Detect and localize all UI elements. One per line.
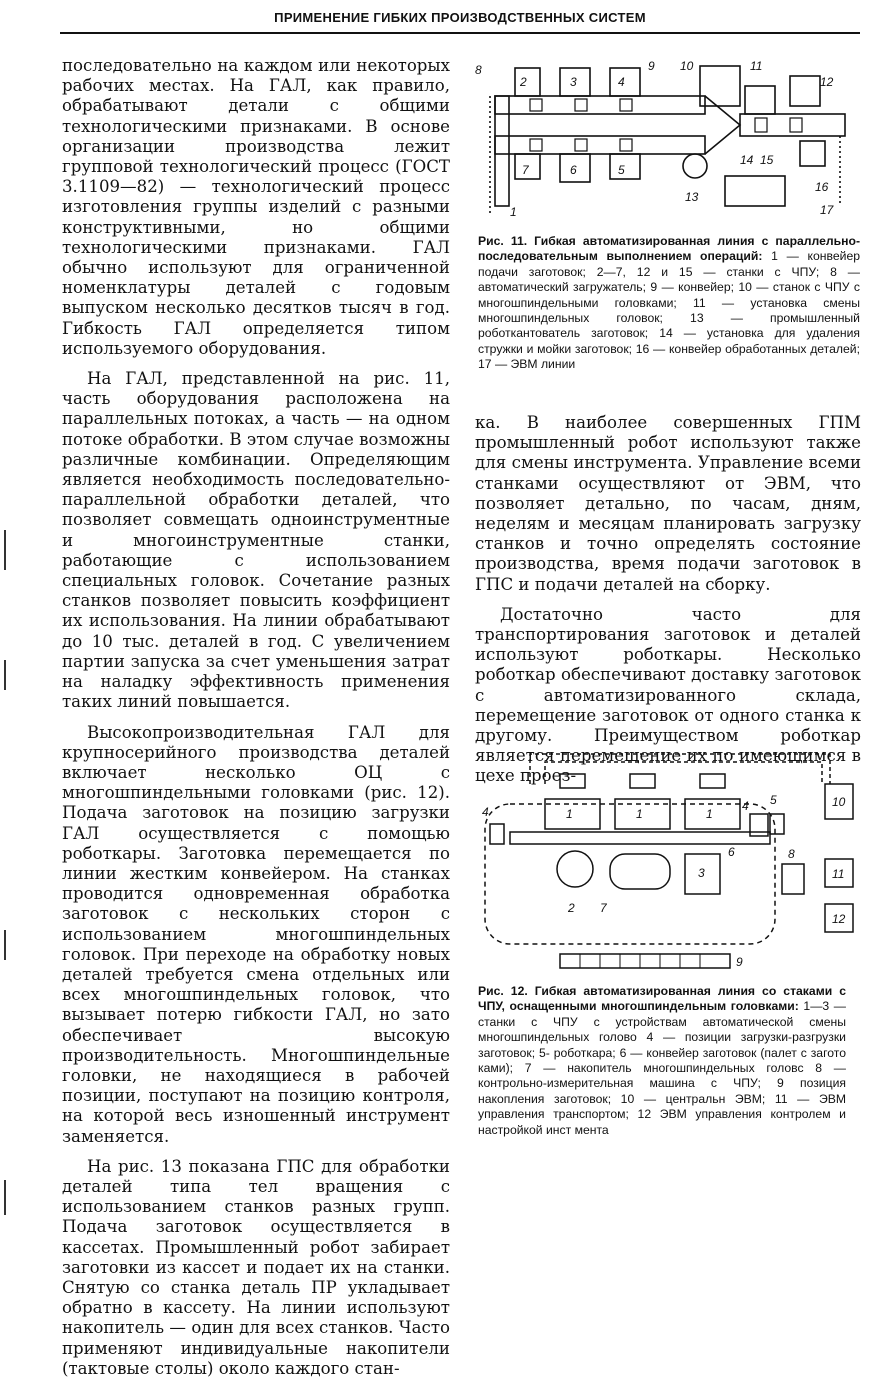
fig12-label: 12 [832, 912, 846, 926]
control-bus [530, 754, 830, 784]
machine-5 [610, 154, 640, 179]
controller [700, 774, 725, 788]
single-conveyor [740, 114, 845, 136]
machine-11 [745, 86, 775, 114]
fig12-label: 10 [832, 795, 846, 809]
header-rule [60, 32, 860, 34]
computer-17 [725, 176, 785, 206]
cmm-8 [782, 864, 804, 894]
fig11-label: 13 [685, 190, 699, 204]
fig11-label: 1 [510, 205, 517, 219]
scan-margin-mark [4, 930, 6, 960]
fig11-label: 3 [570, 75, 577, 89]
fig12-label: 11 [832, 867, 845, 881]
fig12-label: 8 [788, 847, 795, 861]
machine-4 [610, 68, 640, 96]
merge-conveyor [705, 96, 740, 154]
load-position-4 [490, 824, 504, 844]
machine-2 [515, 68, 540, 96]
fig12-label: 4 [482, 805, 489, 819]
fig11-label: 2 [520, 75, 527, 89]
paragraph: ка. В наиболее совершенных ГПМ промышленный робот используют также для смены инструмента. Управление всеми станками осуществляют от ЭВМ, что позволяет детально, по часам, дням, неделям и месяцам планировать загрузку станков и точно определять состояние производства, время подачи заготовок в ГПС и подачи деталей на сборку. [475, 413, 861, 594]
fig11-label: 17 [820, 203, 834, 217]
fig12-label: 5 [770, 793, 777, 807]
fig11-label: 5 [618, 163, 625, 177]
paragraph: Достаточно часто для транспортирования заготовок и деталей используют роботкары. Несколько роботкар обеспечивают доставку заготовок с автоматизированного склада, перемещение заготовок от одного станка к другому. Преимуществом роботкар является перемещение их по имеющимся в цехе проез- [475, 604, 861, 786]
fig12-label: 9 [736, 955, 743, 969]
fig11-label: 12 [820, 75, 834, 89]
pallet-conveyor [510, 832, 770, 844]
head-store-7 [610, 854, 670, 889]
fig12-label: 6 [728, 845, 735, 859]
transport-loop [485, 804, 775, 944]
fig11-label: 14 [740, 153, 754, 167]
accumulation-9 [560, 954, 730, 968]
fig12-label: 4 [742, 799, 749, 813]
fig12-label: 1 [706, 807, 713, 821]
fig11-label: 9 [648, 59, 655, 73]
fig11-label: 8 [475, 63, 482, 77]
fig11-label: 10 [680, 59, 694, 73]
left-text-column [62, 56, 450, 1389]
scan-margin-mark [4, 530, 6, 570]
paragraph: последовательно на каждом или некоторых рабочих местах. На ГАЛ, как правило, обрабатывают детали с общими технологическими признаками. В основе организации производства лежит групповой технологический процесс (ГОСТ 3.1109—82) — технологический процесс изготовления группы изделий с разными конструктивными, но общими технологическими признаками. ГАЛ обычно используют для ограниченной номенклатуры деталей с годовым выпуском несколько десятков тысяч в год. Гибкость ГАЛ определяется типом используемого оборудования. [62, 56, 450, 358]
fig12-label: 3 [698, 866, 705, 880]
lower-conveyor [495, 136, 705, 154]
fig12-label: 1 [566, 807, 573, 821]
right-text-column [475, 413, 861, 797]
scan-margin-mark [4, 660, 6, 690]
fig11-label: 4 [618, 75, 625, 89]
fig11-label: 6 [570, 163, 577, 177]
upper-conveyor [495, 96, 705, 114]
figure-11-diagram [470, 56, 860, 226]
machine-2 [557, 851, 593, 887]
caption-title: Рис. 11. Гибкая автоматизированная линия с параллельно-последовательным выполнением операций: [478, 234, 860, 264]
fig11-label: 16 [815, 180, 829, 194]
machine-15 [800, 141, 825, 166]
machine-10 [700, 66, 740, 106]
fig12-label: 7 [600, 901, 607, 915]
figure-11-caption [478, 234, 860, 373]
scan-margin-mark [4, 1180, 6, 1215]
caption-title: Рис. 12. Гибкая автоматизированная линия со ста⁠ками с ЧПУ, оснащенными многошпиндельным⁠ головками: [478, 984, 846, 1014]
running-header: ПРИМЕНЕНИЕ ГИБКИХ ПРОИЗВОДСТВЕННЫХ СИСТЕМ [274, 10, 646, 25]
caption-body: 1 — конвейер подачи заготовок; 2—7, 12 и 15 — станки с ЧПУ; 8 — автоматический загружатель; 9 — конвейер; 10 — станок с ЧПУ с многошпиндельными головками; 11 — установка смены многошпиндельных головок; 13 — промышленный роботкантователь заготовок; 14 — установка для удаления стружки и мойки заготовок; 16 — конвейер обработанных деталей; 17 — ЭВМ линии [478, 249, 861, 372]
fig12-label: 2 [568, 901, 575, 915]
paragraph: На рис. 13 показана ГПС для обработки деталей типа тел вращения с использованием станков разных групп. Подача заготовок осуществляется в кассетах. Промышленный робот забирает заготовки из кассет и подает их на станки. Снятую со станка деталь ПР укладывает обратно в кассету. На линии используют накопитель — один для всех станков. Часто применяют индивидуальные накопители (тактовые столы) около каждого стан- [62, 1156, 450, 1378]
paragraph: На ГАЛ, представленной на рис. 11, часть оборудования расположена на параллельных потоках, а часть — на одном потоке обработки. В этом случае возможны различные комбинации. Определяющим является необходимость последовательно-параллельной обработки деталей, что позволяет совмещать одноинструментные и многоинструментные станки, работающие с использованием специальных головок. Сочетание разных станков позволяет повысить коэффициент их использования. На линии обрабатывают до 10 тыс. деталей в год. С увеличением партии запуска за счет уменьшения затрат на наладку эффективность применения таких линий повышается. [62, 369, 450, 712]
robotcar-5 [770, 814, 784, 834]
loader-column [495, 96, 509, 206]
figure-12-caption [478, 984, 846, 1138]
fig11-label: 7 [522, 163, 529, 177]
figure-12-diagram [470, 744, 855, 974]
machine-12 [790, 76, 820, 106]
paragraph: Высокопроизводительная ГАЛ для крупносерийного производства деталей включает несколько ОЦ с многошпиндельными головками (рис. 12). Подача заготовок на позицию загрузки ГАЛ осуществляется с помощью роботкары. Заготовка перемещается по линии жестким конвейером. На станках проводится одновременная обработка заготовок с нескольких сторон с использованием многошпиндельных головок. При переходе на обработку новых деталей требуется смена отдельных или всех многошпиндельных головок, что вызывает потерю гибкости ГАЛ, но зато обеспечивает высокую производительность. Многошпиндельные головки, не находящиеся в рабочей позиции, поступают на позицию контроля, на которой весь изношенный инструмент заменяется. [62, 722, 450, 1146]
controller [630, 774, 655, 788]
caption-body: 1—3 — станки с ЧПУ с устройствам⁠ автоматической смены многошпиндельных голово⁠ 4 — позиции загрузки-разгрузки заготовок; 5- роботкара; 6 — конвейер заготовок (палет с загото⁠ ками); 7 — накопитель многошпиндельных головс 8 — контрольно-измерительная машина с ЧПУ; 9 позиция накопления заготовок; 10 — центральн ЭВМ; 11 — ЭВМ управления транспортом; 12 ЭВМ управления контролем и настройкой инст⁠ мента [478, 999, 846, 1137]
robot-13 [683, 154, 707, 178]
fig11-label: 15 [760, 153, 774, 167]
fig12-label: 1 [636, 807, 643, 821]
controller [560, 774, 585, 788]
fig11-label: 11 [750, 59, 763, 73]
